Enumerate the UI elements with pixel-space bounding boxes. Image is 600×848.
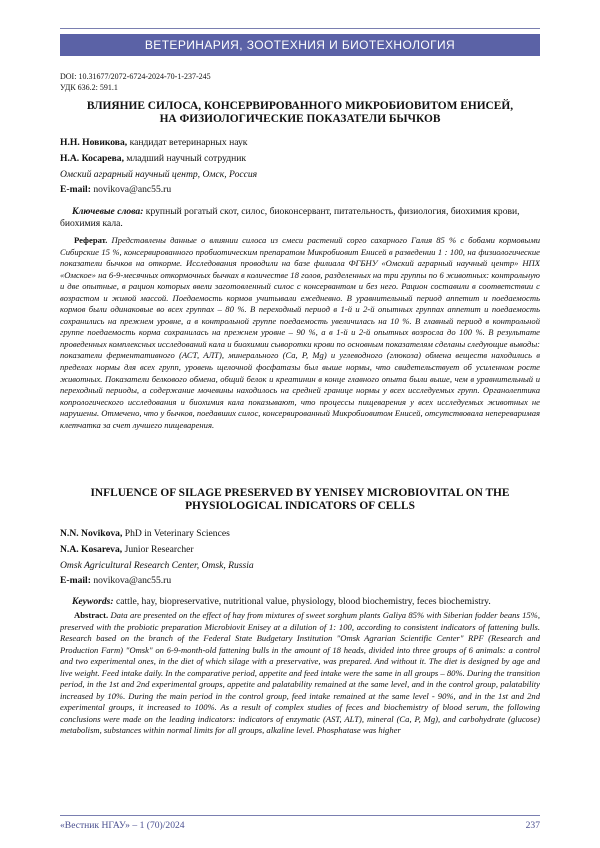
abstract-ru-label: Реферат. [74,235,108,245]
journal-citation: «Вестник НГАУ» – 1 (70)/2024 [60,820,185,831]
author-en-2-role: Junior Researcher [122,544,194,555]
author-ru-2-name: Н.А. Косарева, [60,153,125,164]
title-ru-line1: ВЛИЯНИЕ СИЛОСА, КОНСЕРВИРОВАННОГО МИКРОБИОВИТОМ ЕНИСЕЙ, [86,100,514,112]
author-ru-2 [60,153,246,165]
email-ru-link[interactable]: novikova@anc55.ru [90,184,172,195]
author-ru-2-role: младший научный сотрудник [124,153,247,164]
abstract-en [60,610,540,808]
article-title-ru [60,100,540,126]
abstract-ru-text: Представлены данные о влиянии силоса из смеси растений сорго сахарного Галия 85 % с бобами кормовыми Сибирские 15 %, консервированного пробиотическим препаратом Микробиовит Енисей в разведении 1 : 100, на физиологические показатели бычков на откорме. Исследования проводили на базе филиала ФГБНУ «Омский аграрный научный центр» НПХ «Омское» на 6-9-месячных откормочных бычках в количестве 18 голов, разделенных на три группы по 6 животных: контрольную и две опытные, в рацион которых ввели заготовленный силос с консервантом и без него. Рацион составили в соответствии с возрастом и живой массой. Поедаемость кормов учитывали ежедневно. В уравнительный период аппетит и поедаемость кормов были одинаковые во всех группах – 80 %. В переходный период в 1-й и 2-й опытных группах аппетит и поедаемость сохранились на прежнем уровне, а в контрольной группе поедаемость увеличилась на 10 %. В главный период в контрольной группе поедаемость корма сохранилась на прежнем уровне – 90 %, а в 1-й и 2-й опытных возросла до 100 %. В результате проведенных комплексных исследований кала и биохимии сыворотки крови по основным показателям сделаны следующие выводы: показатели ферментативного (АСТ, АЛТ), минерального (Ca, P, Mg) и углеводного (глюкоза) обмена веществ находились в пределах нормы для всех групп, уровень щелочной фосфатазы был выше нормы, что свидетельствует об усиленном росте животных. Показатели белкового обмена, общий белок и креатинин в конце главного опыта были выше, чем в уравнительный и переходный периоды, а содержание мочевины находилось на средней границе нормы у всех исследуемых групп. Органолептика копрологического исследования и биохимия кала показывают, что процессы пищеварения у всех исследуемых животных не нарушены. Отмечено, что у бычков, поедавших силос, консервированный Микробиовитом Енисей, отсутствовала непереваримая клетчатка за счет лучшего пищеварения. [60,235,540,430]
keywords-ru-label: Ключевые слова: [72,206,144,217]
abstract-en-text: Data are presented on the effect of hay from mixtures of sweet sorghum plants Galiya 85% with Siberian fodder beans 15%, preserved with the probiotic preparation Microbiovit Enisey at a dilution of 1: 100, according to consistent indicators of fattening bulls. Research based on the branch of the Federal State Budgetary Institution "Omsk Agrarian Scientific Center" RPF (Research and Production Farm) "Omsk" on 6-9-month-old fattening bulls in the amount of 18 heads, divided into three groups of 6 animals: a control and two experimental ones, in the diet of which silage with a preservative, was prepared. And without it. The diet is designed by age and live weight. Feed intake daily. In the comparative period, appetite and feed intake were the same in all groups – 80%. During the transition period, in the 1st and 2nd experimental groups, appetite and palatability remained at the same level, and in the control group, palatability increased by 10%. During the main period in the control group, feed intake remained at the same level - 90%, and in the 1st and 2nd experimental groups, it increased to 100%. As a result of complex studies of feces and biochemistry of blood serum, the following conclusions were made on the leading indicators: indicators of enzymatic (AST, ALT), mineral (Ca, P, Mg), and carbohydrate (glucose) metabolism, substances within normal limits for all groups, alkaline level. Phosphatase was higher [60,610,540,736]
title-en-line2: PHYSIOLOGICAL INDICATORS OF CELLS [185,500,415,512]
organization-ru: Омский аграрный научный центр, Омск, Россия [60,169,258,180]
page-number: 237 [525,820,540,831]
keywords-en-label: Keywords: [72,596,114,607]
udk-code: УДК 636.2: 591.1 [60,83,118,92]
abstract-en-label: Abstract. [74,610,109,620]
author-ru-1-name: Н.Н. Новикова, [60,137,128,148]
author-ru-1-role: кандидат ветеринарных наук [127,137,248,148]
footer-rule [60,815,540,816]
email-en [60,575,171,587]
author-ru-1 [60,137,247,149]
organization-en: Omsk Agricultural Research Center, Omsk, Russia [60,560,254,571]
keywords-ru [60,206,540,230]
abstract-ru [60,235,540,480]
author-en-2 [60,544,194,556]
doi: DOI: 10.31677/2072-6724-2024-70-1-237-245 [60,72,211,81]
header-rule [60,28,540,29]
title-en-line1: INFLUENCE OF SILAGE PRESERVED BY YENISEY MICROBIOVITAL ON THE [90,487,510,499]
email-ru-label: E-mail: [60,184,91,195]
author-en-1-role: PhD in Veterinary Sciences [122,528,230,539]
email-ru [60,184,171,196]
author-en-1 [60,528,230,540]
keywords-ru-text: крупный рогатый скот, силос, биоконсервант, питательность, физиология, биохимия крови, биохимия кала. [60,206,520,229]
author-en-2-name: N.A. Kosareva, [60,544,123,555]
section-banner: ВЕТЕРИНАРИЯ, ЗООТЕХНИЯ И БИОТЕХНОЛОГИЯ [60,34,540,56]
email-en-label: E-mail: [60,575,91,586]
keywords-en [60,596,540,608]
keywords-en-text: cattle, hay, biopreservative, nutritional value, physiology, blood biochemistry, feces biochemistry. [113,596,491,607]
email-en-link[interactable]: novikova@anc55.ru [90,575,172,586]
author-en-1-name: N.N. Novikova, [60,528,123,539]
title-ru-line2: НА ФИЗИОЛОГИЧЕСКИЕ ПОКАЗАТЕЛИ БЫЧКОВ [159,113,441,125]
article-title-en [60,487,540,513]
